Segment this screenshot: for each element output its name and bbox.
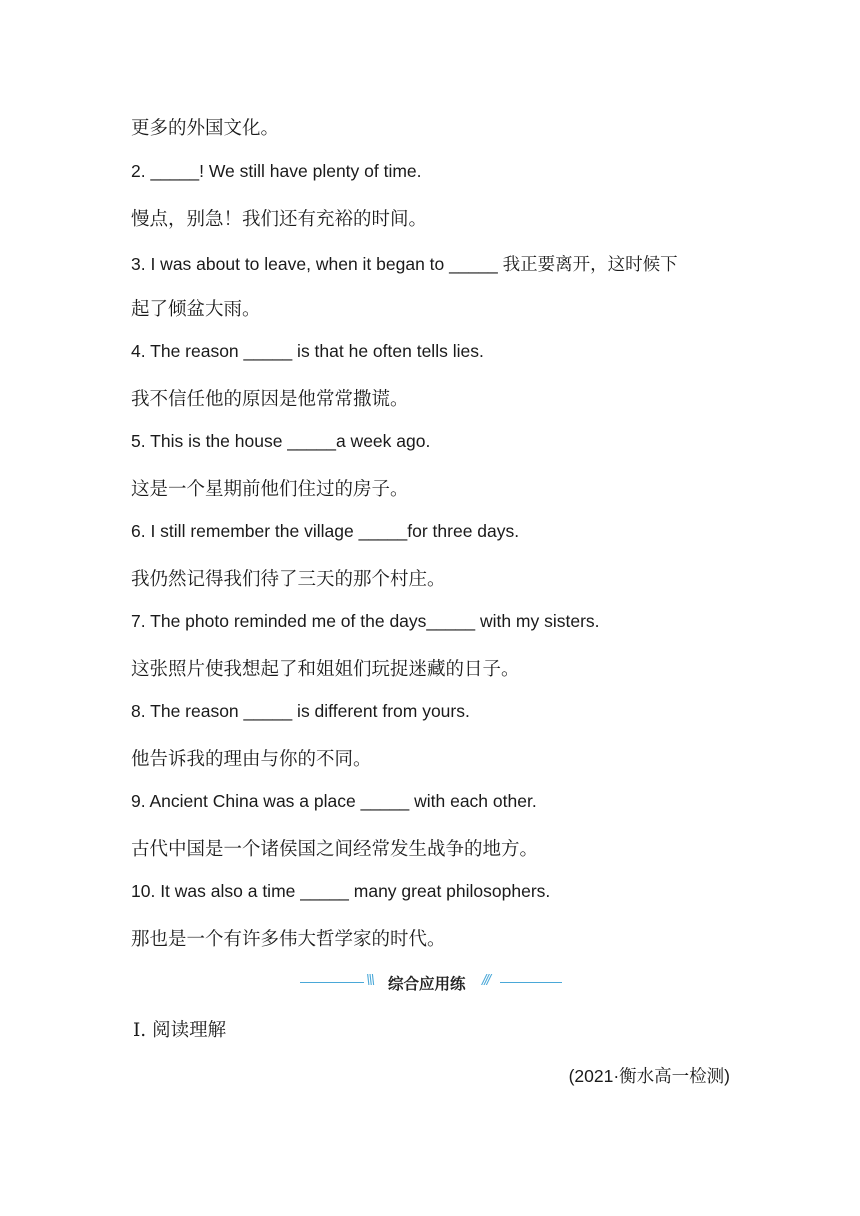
divider-mark-right: /// [482,973,490,988]
translation-9: 古代中国是一个诸侯国之间经常发生战争的地方。 [131,839,539,860]
section-divider [300,972,562,994]
translation-7: 这张照片使我想起了和姐姐们玩捉迷藏的日子。 [131,659,520,680]
text-line: 更多的外国文化。 [131,118,280,139]
question-2: 2. _____! We still have plenty of time. [131,161,422,181]
translation-2: 慢点，别急！我们还有充裕的时间。 [131,209,428,230]
translation-4: 我不信任他的原因是他常常撒谎。 [131,389,409,410]
question-6: 6. I still remember the village _____for three days. [131,521,520,541]
question-7: 7. The photo reminded me of the days_____ with my sisters. [131,611,600,631]
section-heading: Ⅰ. 阅读理解 [133,1020,227,1041]
text-line: 起了倾盆大雨。 [131,299,261,320]
translation-10: 那也是一个有许多伟大哲学家的时代。 [131,929,446,950]
divider-line-right [500,982,562,983]
divider-line-left [300,982,364,983]
question-3: 3. I was about to leave, when it began to _____ 我正要离开，这时候下 [131,254,678,274]
question-8: 8. The reason _____ is different from yours. [131,701,470,721]
divider-title: 综合应用练 [388,975,466,993]
translation-5: 这是一个星期前他们住过的房子。 [131,479,409,500]
question-5: 5. This is the house _____a week ago. [131,431,431,451]
translation-6: 我仍然记得我们待了三天的那个村庄。 [131,569,446,590]
question-4: 4. The reason _____ is that he often tells lies. [131,341,484,361]
divider-mark-left: \\\ [366,973,374,988]
translation-8: 他告诉我的理由与你的不同。 [131,749,372,770]
source-citation: (2021·衡水高一检测) [568,1066,730,1086]
question-10: 10. It was also a time _____ many great philosophers. [131,881,551,901]
question-9: 9. Ancient China was a place _____ with each other. [131,791,537,811]
